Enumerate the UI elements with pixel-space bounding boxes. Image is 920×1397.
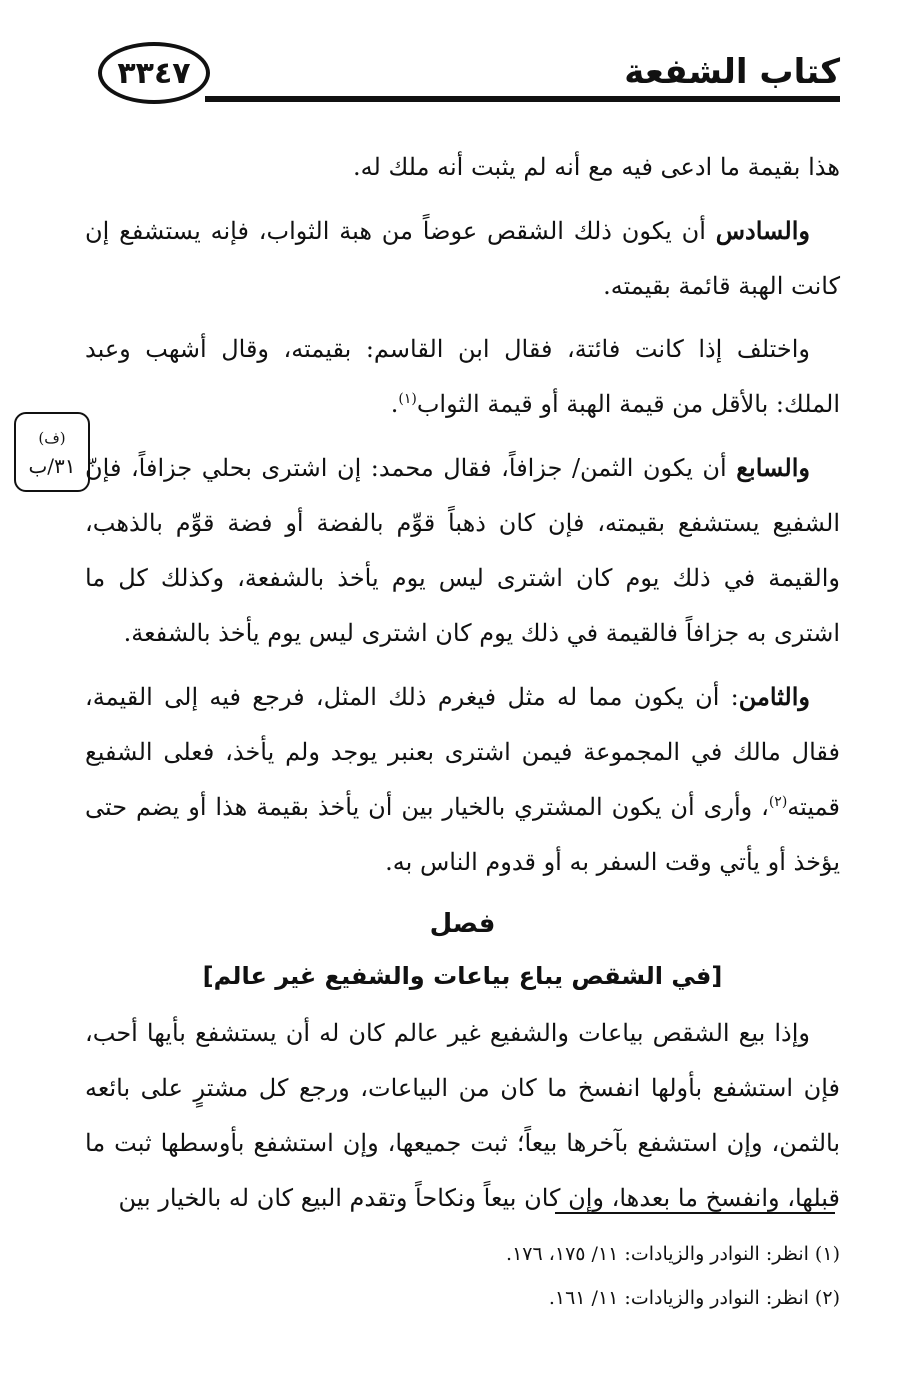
footnotes — [85, 1232, 840, 1320]
paragraph-text: : أن يكون مما له مثل فيغرم ذلك المثل، فرجع فيه إلى القيمة، فقال مالك في المجموعة فيمن اشترى بعنبر يوجد ولم يأخذ، فعلى الشفيع قميته — [85, 683, 840, 821]
footnote-1: (١) انظر: النوادر والزيادات: ١١/ ١٧٥، ١٧٦. — [506, 1243, 840, 1265]
page-number: ٣٣٤٧ — [117, 55, 191, 91]
paragraph-text: هذا بقيمة ما ادعى فيه مع أنه لم يثبت أنه ملك له. — [353, 153, 840, 181]
paragraph-2 — [85, 203, 840, 314]
running-header-title: كتاب الشفعة — [624, 52, 840, 92]
section-title: فصل — [429, 909, 496, 939]
main-text — [85, 140, 840, 1234]
folio-note-number: ٣١/ب — [28, 454, 76, 478]
paragraph-5 — [85, 669, 840, 890]
paragraph-text: أن يكون ذلك الشقص عوضاً من هبة الثواب، فإنه يستشفع إن كانت الهبة قائمة بقيمته. — [85, 217, 840, 300]
page-number-badge — [98, 42, 210, 104]
manuscript-folio-note — [14, 412, 90, 492]
paragraph-tail: ، وأرى أن يكون المشتري بالخيار بين أن يأخذ بقيمة هذا أو يضم حتى يؤخذ أو يأتي وقت السفر به أو قدوم الناس به. — [85, 793, 840, 876]
footnote-ref-2[interactable]: (٢) — [768, 794, 788, 810]
paragraph-tail: . — [390, 390, 399, 418]
folio-note-source: (ف) — [38, 429, 66, 447]
paragraph-text: واختلف إذا كانت فائتة، فقال ابن القاسم: بقيمته، وقال أشهب وعبد الملك: بالأقل من قيمة الهبة أو قيمة الثواب — [85, 335, 840, 418]
paragraph-text: أن يكون الثمن/ جزافاً، فقال محمد: إن اشترى بحلي جزافاً، فإنّ الشفيع يستشفع بقيمته، فإن كان ذهباً قوِّم بالفضة أو فضة قوِّم بالذهب، والقيمة في ذلك يوم كان اشترى ليس يوم يأخذ بالشفعة، وكذلك كل ما اشترى به جزافاً فالقيمة في ذلك يوم كان اشترى ليس يوم يأخذ بالشفعة. — [85, 454, 840, 647]
paragraph-lead: والسادس — [715, 216, 810, 245]
paragraph-text: وإذا بيع الشقص بياعات والشفيع غير عالم كان له أن يستشفع بأيها أحب، فإن استشفع بأولها انفسخ ما كان من البياعات، ورجع كل مشترٍ على بائعه بالثمن، وإن استشفع بآخرها بيعاً؛ ثبت جميعها، وإن استشفع بأوسطها ثبت ما قبلها، وانفسخ ما بعدها، وإن كان بيعاً ونكاحاً وتقدم البيع كان له بالخيار بين — [85, 1019, 840, 1212]
paragraph-lead: والثامن — [738, 682, 810, 711]
paragraph-lead: والسابع — [736, 453, 810, 482]
header-rule — [205, 96, 840, 102]
footnote-separator — [555, 1212, 835, 1214]
paragraph-6 — [85, 1006, 840, 1226]
paragraph-3 — [85, 322, 840, 432]
footnote-2: (٢) انظر: النوادر والزيادات: ١١/ ١٦١. — [548, 1287, 840, 1309]
paragraph-4 — [85, 440, 840, 661]
footnote-ref-1[interactable]: (١) — [398, 391, 417, 407]
section-subtitle: [في الشقص يباع بياعات والشفيع غير عالم] — [202, 962, 723, 990]
paragraph-1 — [85, 140, 840, 195]
